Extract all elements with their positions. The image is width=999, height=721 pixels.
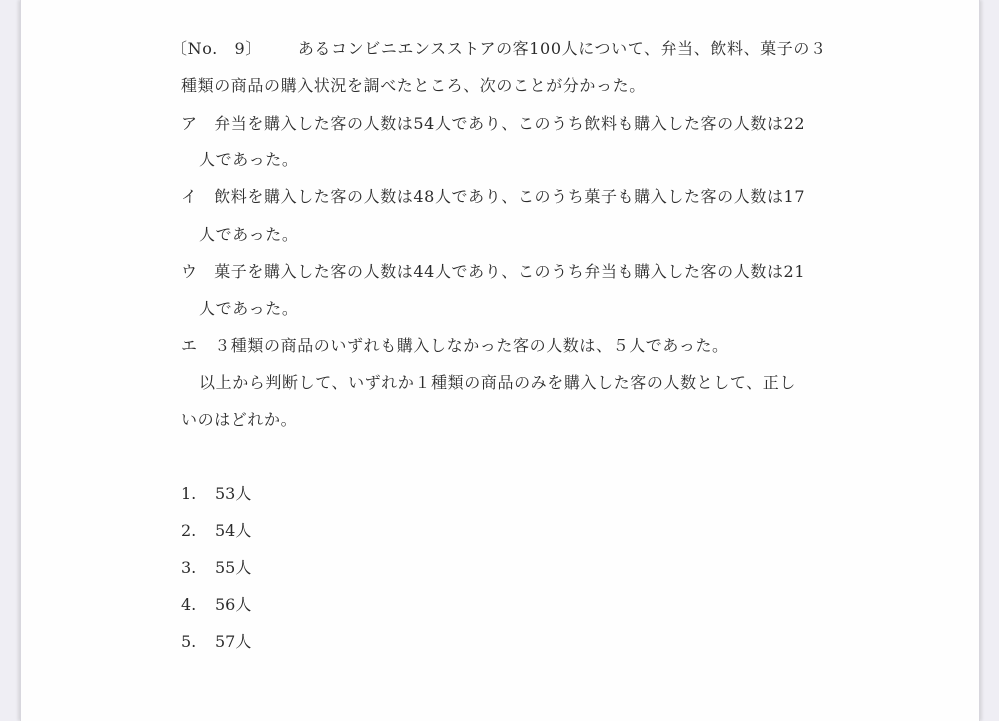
question-number: 〔No. 9〕 — [171, 39, 262, 58]
question-prompt-line-2: いのはどれか。 — [181, 410, 298, 429]
condition-e-line-1: エ ３種類の商品のいずれも購入しなかった客の人数は、５人であった。 — [181, 336, 729, 355]
choice-3 — [181, 558, 251, 578]
choice-1 — [181, 484, 251, 504]
choice-4 — [181, 595, 251, 615]
question-prompt-line-1: 以上から判断して、いずれか１種類の商品のみを購入した客の人数として、正し — [199, 373, 796, 392]
choice-value: 55人 — [215, 558, 252, 577]
choice-number: 1. — [181, 484, 197, 503]
question-intro-line-2: 種類の商品の購入状況を調べたところ、次のことが分かった。 — [181, 76, 646, 95]
condition-u-line-2: 人であった。 — [199, 299, 299, 318]
choice-value: 54人 — [215, 521, 252, 540]
condition-a-line-1: ア 弁当を購入した客の人数は54人であり、このうち飲料も購入した客の人数は22 — [181, 114, 806, 133]
condition-u-line-1: ウ 菓子を購入した客の人数は44人であり、このうち弁当も購入した客の人数は21 — [181, 262, 806, 281]
choice-number: 4. — [181, 595, 197, 614]
choice-number: 2. — [181, 521, 197, 540]
condition-i-line-1: イ 飲料を購入した客の人数は48人であり、このうち菓子も購入した客の人数は17 — [181, 187, 806, 206]
condition-a-line-2: 人であった。 — [199, 150, 299, 169]
choice-value: 57人 — [215, 632, 252, 651]
choice-value: 56人 — [215, 595, 252, 614]
condition-i-line-2: 人であった。 — [199, 225, 299, 244]
choice-number: 5. — [181, 632, 197, 651]
choice-2 — [181, 521, 251, 541]
question-intro-line-1: 〔No. 9〕 あるコンビニエンスストアの客100人について、弁当、飲料、菓子の３ — [171, 39, 827, 58]
document-page — [20, 0, 980, 721]
choice-5 — [181, 632, 251, 652]
choice-value: 53人 — [215, 484, 252, 503]
choice-number: 3. — [181, 558, 197, 577]
question-content — [21, 0, 979, 721]
